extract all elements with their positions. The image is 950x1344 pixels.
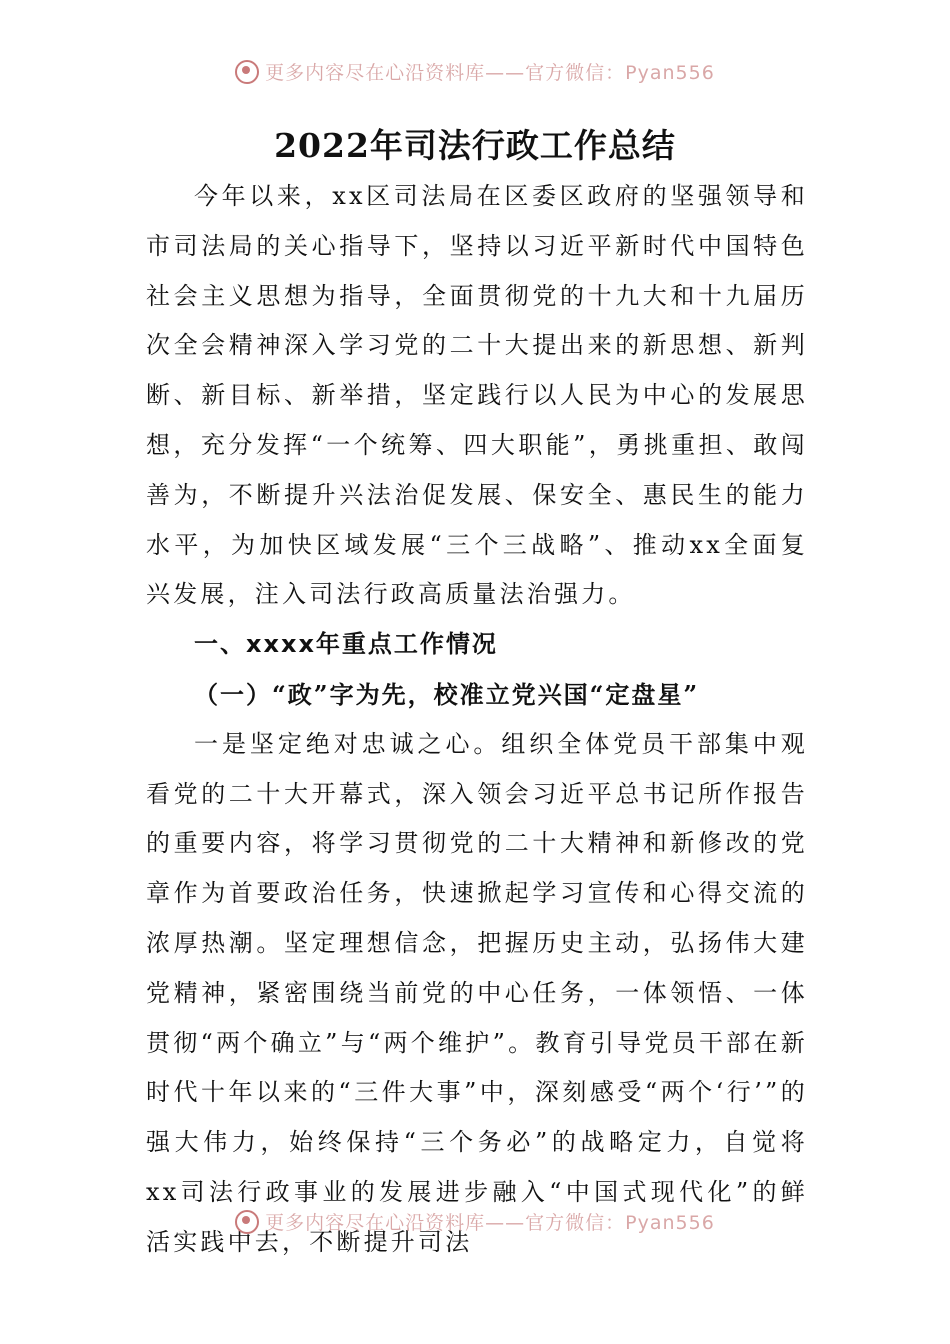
watermark-logo-icon — [235, 1210, 259, 1234]
body-paragraph: 一是坚定绝对忠诚之心。组织全体党员干部集中观看党的二十大开幕式，深入领会习近平总书记所作报告的重要内容，将学习贯彻党的二十大精神和新修改的党章作为首要政治任务，快速掀起学习宣传和心得交流的浓厚热潮。坚定理想信念，把握历史主动，弘扬伟大建党精神，紧密围绕当前党的中心任务，一体领悟、一体贯彻“两个确立”与“两个维护”。教育引导党员干部在新时代十年以来的“三件大事”中，深刻感受“两个‘行’”的强大伟力，始终保持“三个务必”的战略定力，自觉将xx司法行政事业的发展进步融入“中国式现代化”的鲜活实践中去，不断提升司法 — [146, 729, 808, 1256]
watermark-logo-icon — [235, 60, 259, 84]
subsection-heading: （一）“政”字为先，校准立党兴国“定盘星” — [194, 679, 700, 709]
document-title: 2022年司法行政工作总结 — [274, 126, 676, 165]
intro-paragraph: 今年以来，xx区司法局在区委区政府的坚强领导和市司法局的关心指导下，坚持以习近平新时代中国特色社会主义思想为指导，全面贯彻党的十九大和十九届历次全会精神深入学习党的二十大提出来的新思想、新判断、新目标、新举措，坚定践行以人民为中心的发展思想，充分发挥“一个统筹、四大职能”，勇挑重担、敢闯善为，不断提升兴法治促发展、保安全、惠民生的能力水平，为加快区域发展“三个三战略”、推动xx全面复兴发展，注入司法行政高质量法治强力。 — [146, 182, 808, 609]
watermark-text: 更多内容尽在心沿资料库——官方微信：Pyan556 — [265, 62, 715, 84]
document-body — [146, 172, 808, 1268]
section-heading: 一、xxxx年重点工作情况 — [194, 630, 498, 659]
watermark-text: 更多内容尽在心沿资料库——官方微信：Pyan556 — [265, 1212, 715, 1234]
watermark-header — [0, 58, 950, 88]
watermark-footer — [0, 1208, 950, 1238]
